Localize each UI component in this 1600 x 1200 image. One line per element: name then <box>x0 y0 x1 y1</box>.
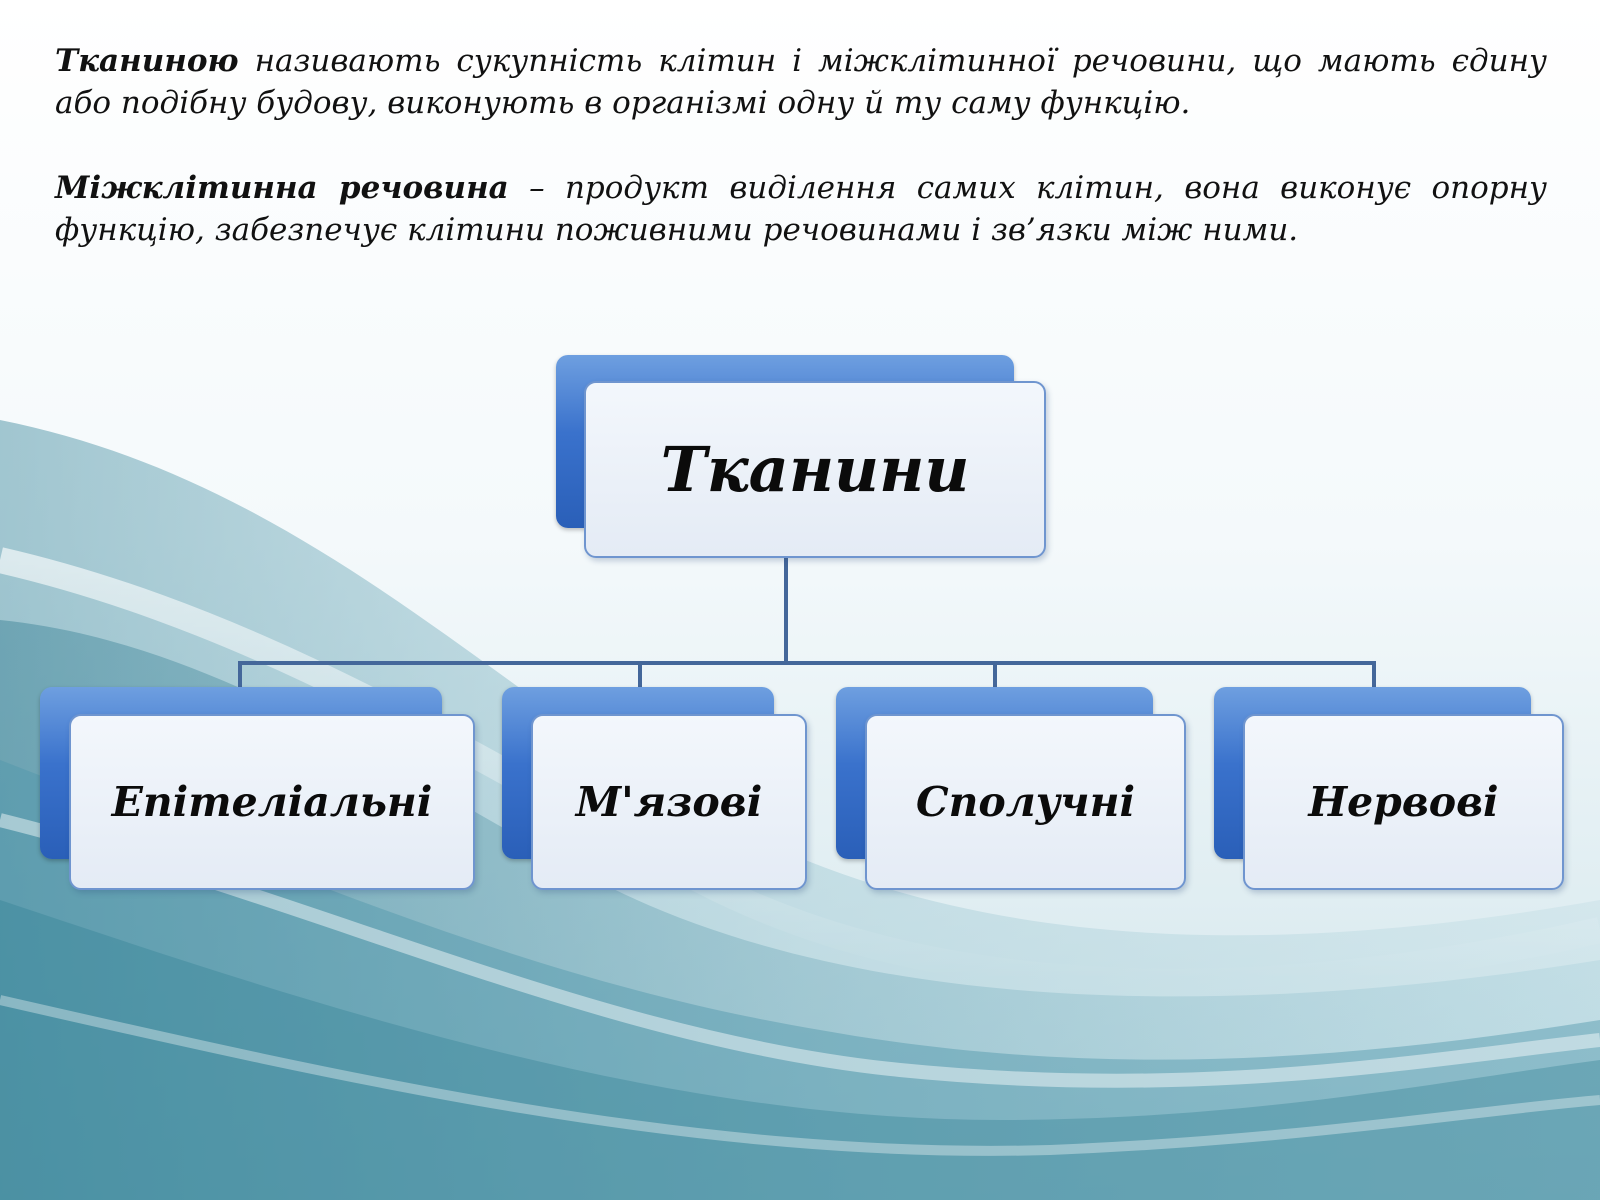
root-node-box <box>584 381 1046 558</box>
node-label: М'язові <box>575 778 763 826</box>
node-label: Нервові <box>1308 778 1499 826</box>
definition-tissue <box>55 40 1547 124</box>
node-label: Сполучні <box>915 778 1136 826</box>
node-box <box>865 714 1186 890</box>
definition-term: Міжклітинна речовина <box>55 170 509 206</box>
diagram-node-muscle <box>502 687 808 891</box>
node-box <box>1243 714 1564 890</box>
root-node-label: Тканини <box>660 433 970 506</box>
definition-text: – продукт виділення самих клітин, вона виконує опорну функцію, забезпечує клітини поживними речовинами і зв’язки між ними. <box>55 170 1547 248</box>
diagram-node-nervous <box>1214 687 1564 891</box>
diagram-root-node <box>556 355 1046 560</box>
definition-text: називають сукупність клітин і міжклітинної речовини, що мають єдину або подібну будову, виконують в організмі одну й ту саму функцію. <box>55 43 1547 121</box>
diagram-node-connective <box>836 687 1186 891</box>
definition-term: Тканиною <box>55 43 239 79</box>
node-label: Епітеліальні <box>111 778 433 826</box>
node-box <box>69 714 475 890</box>
node-box <box>531 714 807 890</box>
diagram-node-epithelial <box>40 687 476 891</box>
definition-intercellular-substance <box>55 167 1547 251</box>
